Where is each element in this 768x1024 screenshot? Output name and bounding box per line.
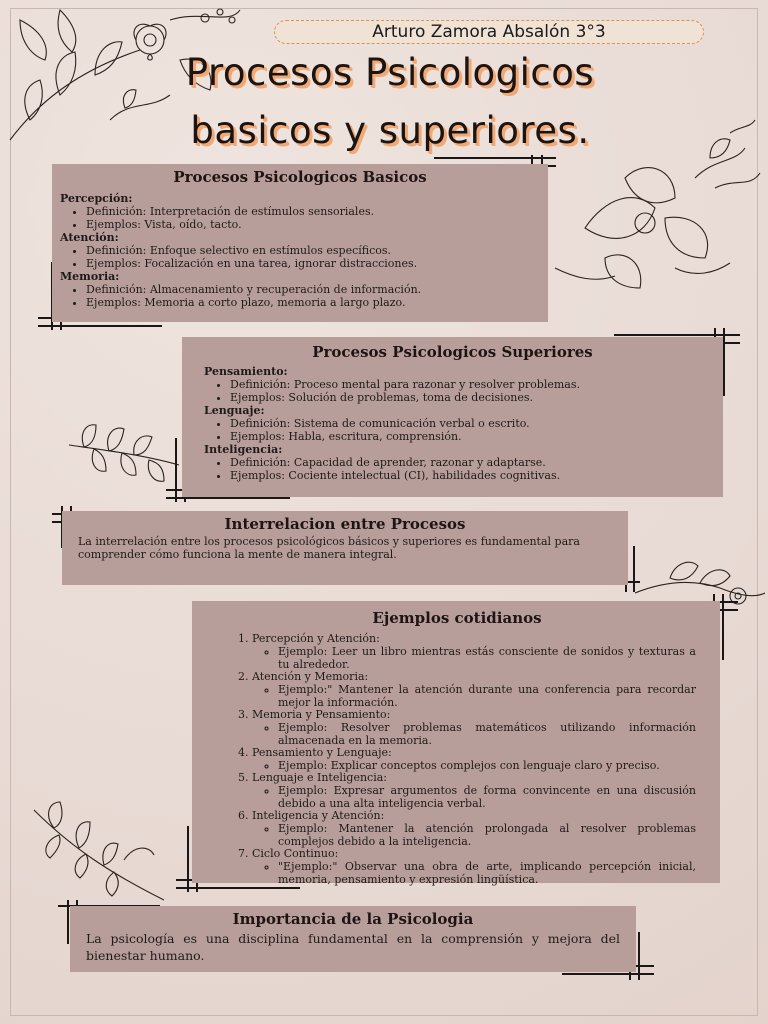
list-item — [252, 747, 696, 772]
basic-processes-card — [52, 164, 548, 322]
example-title: Pensamiento y Lenguaje: — [252, 746, 392, 759]
example-title: Lenguaje e Inteligencia: — [252, 771, 387, 784]
leaf-branch-left-icon — [64, 405, 184, 500]
interrelation-text: La interrelación entre los procesos psicológicos básicos y superiores es fundamental para comprender cómo funciona la mente de manera integral. — [78, 535, 580, 561]
list-item — [252, 772, 696, 810]
example-title: Memoria y Pensamiento: — [252, 708, 391, 721]
examples-list — [218, 633, 696, 886]
category-label: Pensamiento: — [204, 365, 288, 378]
example-text: ◦ Ejemplo: Explicar conceptos complejos con lenguaje claro y preciso. — [278, 759, 696, 772]
example-title: Atención y Memoria: — [252, 670, 369, 683]
category-list — [204, 378, 701, 404]
list-item — [252, 671, 696, 709]
interrelation-card — [62, 511, 628, 585]
page-title-line-2: basicos y superiores. — [190, 109, 590, 152]
list-item — [252, 848, 696, 886]
category-label: Lenguaje: — [204, 404, 265, 417]
everyday-examples-card — [192, 601, 720, 886]
list-item: • Ejemplos: Focalización en una tarea, ignorar distracciones. — [86, 257, 540, 270]
list-item: • Ejemplos: Solución de problemas, toma de decisiones. — [230, 391, 701, 404]
category-list — [204, 417, 701, 443]
example-text: ◦ Ejemplo: Resolver problemas matemáticos utilizando información almacenada en la memoria. — [278, 721, 696, 747]
list-item: • Definición: Enfoque selectivo en estímulos específicos. — [86, 244, 540, 257]
category-label: Inteligencia: — [204, 443, 283, 456]
list-item: • Ejemplos: Memoria a corto plazo, memoria a largo plazo. — [86, 296, 540, 309]
importance-text: La psicología es una disciplina fundamental en la comprensión y mejora del bienestar humano. — [86, 931, 620, 963]
category-label: Memoria: — [60, 270, 120, 283]
category-label: Atención: — [60, 231, 119, 244]
list-item — [252, 709, 696, 747]
list-item: • Definición: Almacenamiento y recuperación de información. — [86, 283, 540, 296]
list-item: • Definición: Sistema de comunicación verbal o escrito. — [230, 417, 701, 430]
list-item — [252, 633, 696, 671]
list-item — [252, 810, 696, 848]
leaf-branch-bottom-left-icon — [24, 790, 174, 905]
importance-card — [70, 906, 636, 972]
category-list — [60, 205, 540, 231]
example-text: ◦ Ejemplo: Expresar argumentos de forma convincente en una discusión debido a una alta inteligencia verbal. — [278, 784, 696, 810]
basic-processes-heading: Procesos Psicologicos Basicos — [173, 168, 427, 186]
list-item: • Definición: Interpretación de estímulos sensoriales. — [86, 205, 540, 218]
category-list — [204, 456, 701, 482]
list-item: • Ejemplos: Vista, oído, tacto. — [86, 218, 540, 231]
page-title — [60, 44, 720, 160]
category-label: Percepción: — [60, 192, 133, 205]
author-badge: Arturo Zamora Absalón 3°3 — [274, 20, 704, 44]
importance-heading: Importancia de la Psicologia — [232, 910, 474, 928]
list-item: • Definición: Capacidad de aprender, razonar y adaptarse. — [230, 456, 701, 469]
everyday-examples-heading: Ejemplos cotidianos — [372, 609, 542, 627]
list-item: • Ejemplos: Habla, escritura, comprensión. — [230, 430, 701, 443]
category-list — [60, 244, 540, 270]
example-text: ◦ Ejemplo: Leer un libro mientras estás consciente de sonidos y texturas a tu alrededor. — [278, 645, 696, 671]
example-title: Inteligencia y Atención: — [252, 809, 385, 822]
list-item: • Definición: Proceso mental para razonar y resolver problemas. — [230, 378, 701, 391]
example-title: Percepción y Atención: — [252, 632, 380, 645]
higher-processes-heading: Procesos Psicologicos Superiores — [312, 343, 593, 361]
interrelation-heading: Interrelacion entre Procesos — [224, 515, 466, 533]
example-text: ◦ Ejemplo: Mantener la atención prolongada al resolver problemas complejos debido a la inteligencia. — [278, 822, 696, 848]
higher-processes-card — [182, 337, 723, 497]
example-title: Ciclo Continuo: — [252, 847, 339, 860]
page-title-line-1: Procesos Psicologicos — [185, 51, 595, 94]
example-text: ◦ Ejemplo:" Mantener la atención durante una conferencia para recordar mejor la información. — [278, 683, 696, 709]
list-item: • Ejemplos: Cociente intelectual (CI), habilidades cognitivas. — [230, 469, 701, 482]
example-text: ◦ "Ejemplo:" Observar una obra de arte, implicando percepción inicial, memoria, pensamiento y expresión lingüística. — [278, 860, 696, 886]
category-list — [60, 283, 540, 309]
